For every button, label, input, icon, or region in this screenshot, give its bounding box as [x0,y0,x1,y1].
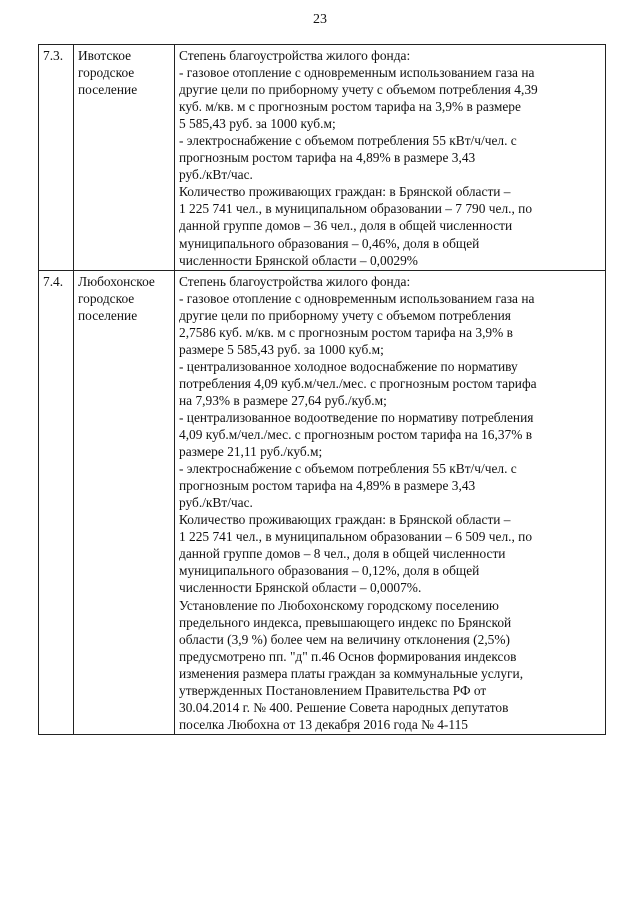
table-row [39,270,606,734]
description-cell [175,270,606,734]
description-line: на 7,93% в размере 27,64 руб./куб.м; [179,392,387,408]
description-line: - централизованное холодное водоснабжение по нормативу [179,358,518,374]
description-line: изменения размера платы граждан за коммунальные услуги, [179,665,524,681]
municipality-name-line: поселение [78,82,138,98]
description-line: 1 225 741 чел., в муниципальном образовании – 7 790 чел., по [179,201,533,217]
description-line: - электроснабжение с объемом потребления 55 кВт/ч/чел. с [179,461,517,477]
description-line: куб. м/кв. м с прогнозным ростом тарифа на 3,9% в размере [179,99,521,115]
description-line: области (3,9 %) более чем на величину отклонения (2,5%) [179,631,510,647]
description-line: другие цели по приборному учету с объемом потребления 4,39 [179,82,538,98]
page-number: 23 [313,12,327,27]
description-line: 4,09 куб.м/чел./мес. с прогнозным ростом тарифа на 16,37% в [179,427,533,443]
description-line: руб./кВт/час. [179,167,253,183]
description-line: потребления 4,09 куб.м/чел./мес. с прогнозным ростом тарифа [179,375,537,391]
municipality-name-line: городское [78,290,135,306]
description-line: прогнозным ростом тарифа на 4,89% в размере 3,43 [179,150,476,166]
description-line: предельного индекса, превышающего индекс по Брянской [179,614,512,630]
description-line: Установление по Любохонскому городскому поселению [179,597,499,613]
description-line: размере 5 585,43 руб. за 1000 куб.м; [179,341,384,357]
description-line: Количество проживающих граждан: в Брянской области – [179,512,511,528]
description-line: численности Брянской области – 0,0007%. [179,580,422,596]
description-line: 2,7586 куб. м/кв. м с прогнозным ростом тарифа на 3,9% в [179,324,513,340]
description-cell [175,45,606,271]
description-line: поселка Любохна от 13 декабря 2016 года № 4-115 [179,716,468,732]
municipality-name-line: поселение [78,307,138,323]
description-line: муниципального образования – 0,46%, доля в общей [179,235,480,251]
description-line: Степень благоустройства жилого фонда: [179,48,411,63]
description-line: 30.04.2014 г. № 400. Решение Совета народных депутатов [179,699,509,715]
description-line: данной группе домов – 8 чел., доля в общей численности [179,546,506,562]
description-line: прогнозным ростом тарифа на 4,89% в размере 3,43 [179,478,476,494]
description-line: данной группе домов – 36 чел., доля в общей численности [179,218,513,234]
row-number: 7.3. [39,45,74,271]
table-row [39,45,606,271]
row-number: 7.4. [39,270,74,734]
municipality-name [74,45,175,271]
description-line: утвержденных Постановлением Правительства РФ от [179,682,487,698]
municipality-name-line: Ивотское [78,48,132,63]
description-line: руб./кВт/час. [179,495,253,511]
description-line: муниципального образования – 0,12%, доля в общей [179,563,480,579]
description-line: - электроснабжение с объемом потребления 55 кВт/ч/чел. с [179,133,517,149]
description-line: 5 585,43 руб. за 1000 куб.м; [179,116,336,132]
tariff-table [38,44,606,735]
municipality-name [74,270,175,734]
description-line: - газовое отопление с одновременным использованием газа на [179,290,535,306]
description-line: 1 225 741 чел., в муниципальном образовании – 6 509 чел., по [179,529,533,545]
description-line: численности Брянской области – 0,0029% [179,252,418,268]
description-line: предусмотрено пп. "д" п.46 Основ формирования индексов [179,648,517,664]
description-line: Количество проживающих граждан: в Брянской области – [179,184,511,200]
description-line: - централизованное водоотведение по нормативу потребления [179,409,534,425]
description-line: Степень благоустройства жилого фонда: [179,273,411,289]
description-line: - газовое отопление с одновременным использованием газа на [179,65,535,81]
description-line: другие цели по приборному учету с объемом потребления [179,307,511,323]
description-line: размере 21,11 руб./куб.м; [179,444,323,460]
municipality-name-line: Любохонское [78,273,155,289]
municipality-name-line: городское [78,65,135,81]
